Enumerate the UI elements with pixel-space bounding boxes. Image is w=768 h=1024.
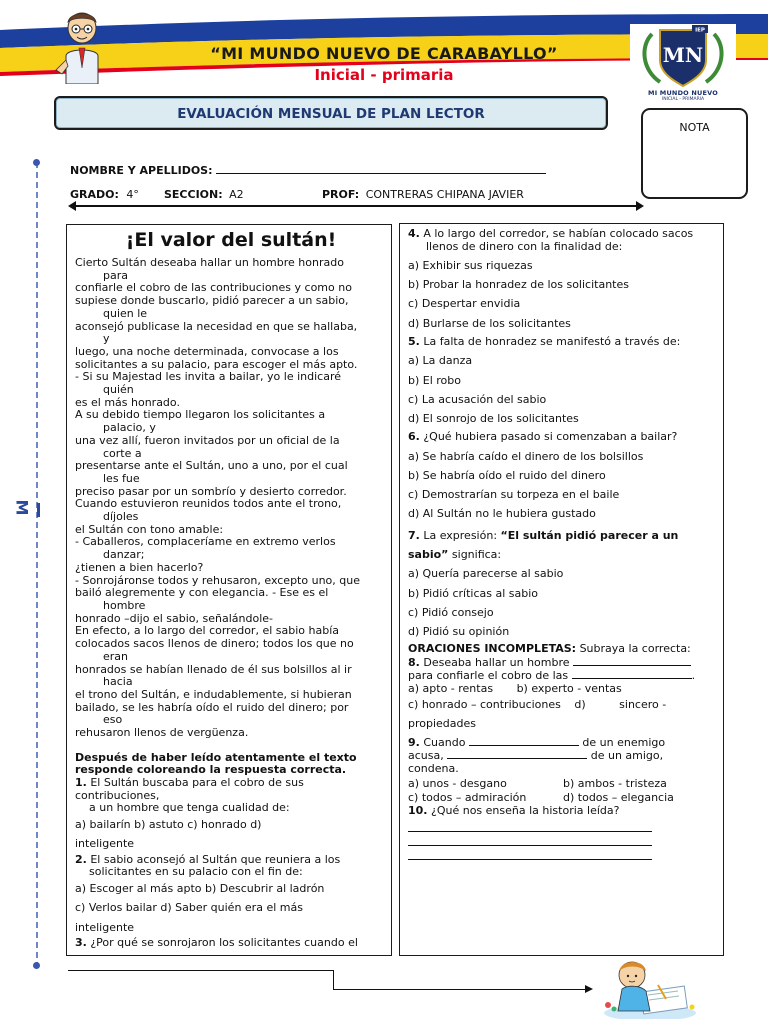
logo-tag: IEP: [695, 27, 705, 34]
story-line: preciso pasar por un sombrío y desierto corredor.: [75, 484, 347, 498]
story-line: ¿tienen a bien hacerlo?: [75, 560, 204, 574]
logo-label: MI MUNDO NUEVO: [648, 89, 718, 97]
story-line: - Si su Majestad les invita a bailar, yo le indicaré quién: [75, 370, 342, 397]
story-line: es el más honrado.: [75, 395, 180, 409]
story-line: una vez allí, fueron invitados por un oficial de la corte a: [75, 433, 340, 460]
story-line: honrados se habían llenado de él sus bolsillos al ir hacia: [75, 662, 352, 689]
story-line: honrado –dijo el sabio, señalándole-: [75, 611, 274, 625]
side-dot-top: [33, 159, 40, 166]
story-line: solicitantes a su palacio, para escoger el más apto.: [75, 357, 358, 371]
option: d) Burlarse de los solicitantes: [408, 316, 571, 330]
story-line: el Sultán con tono amable:: [75, 522, 224, 536]
story-line: - Sonrojáronse todos y rehusaron, excepto uno, que: [75, 573, 360, 587]
story-line: En efecto, a lo largo del corredor, el sabio había: [75, 624, 339, 638]
blank-field[interactable]: [572, 669, 692, 679]
logo-sublabel: INICIAL - PRIMARIA: [661, 97, 705, 102]
story-line: aconsejó publicase la necesidad en que se hallaba, y: [75, 319, 358, 346]
option: a) unos - desgano: [408, 777, 507, 791]
question-8: 8. Deseaba hallar un hombre: [408, 656, 718, 670]
story-line: el trono del Sultán, e indudablemente, si hubieran: [75, 687, 352, 701]
question-2-options[interactable]: a) Escoger al más apto b) Descubrir al ladrón c) Verlos bailar d) Saber quién era el más inteligente: [75, 881, 325, 934]
side-letter-i: [37, 503, 40, 517]
school-name: “MI MUNDO NUEVO DE CARABAYLLO”: [210, 44, 558, 63]
story-column: [66, 224, 392, 956]
question-1: 1. El Sultán buscaba para el cobro de sus contribuciones, a un hombre que tenga cualidad de:: [75, 776, 304, 815]
name-label: NOMBRE Y APELLIDOS:: [70, 164, 213, 177]
option: d) Al Sultán no le hubiera gustado: [408, 507, 596, 521]
grado-label: GRADO:: [70, 188, 119, 201]
questions-column: 4. A lo largo del corredor, se habían colocado sacos llenos de dinero con la finalidad de: a) Exhibir sus riquezas b) Probar la honradez de los solicitantes c) Despertar envidia d) Burlarse de los solicitantes 5. La falta de honradez se manifestó a través de: a) La danza b) El robo c) La acusación del sabio d) El sonrojo de los solicitantes 6. ¿Qué hubiera pasado si comenzaban a bailar? a) Se habría caído el dinero de los bolsillos b) Se habría oído el ruido del dinero c) Demostrarían su torpeza en el baile d) Al Sultán no le hubiera gustado 7. La expresión: “El sultán pidió parecer a un sabio” significa: a) Quería parecerse al sabio b) Pidió críticas al sabio c) Pidió consejo d) Pidió su opinión ORACIONES INCOMPLETAS: Subraya la correcta: 8. Deseaba hallar un hombre para confiarle el cobro de las . a) apto - rentas b) experto - ventas c) honrado – contribuciones d) sincero - propiedades 9. Cuando de un enemigo acusa, de un amigo, condena. a) unos - desgano b) ambos - tristeza c) todos – admiración d) todos – elegancia 10. ¿Qué nos enseña la historia leída?: [399, 223, 724, 956]
footer-arrow: [333, 989, 591, 990]
grade-row: [70, 188, 139, 201]
question-6-options[interactable]: [408, 447, 718, 524]
student-writing-icon: [600, 955, 700, 1019]
name-field[interactable]: [216, 164, 546, 174]
school-level: Inicial - primaria: [314, 66, 454, 84]
instructions: Después de haber leído atentamente el texto responde coloreando la respuesta correcta.: [75, 750, 357, 777]
option: c) Demostrarían su torpeza en el baile: [408, 488, 620, 502]
story-line: colocados sacos llenos de dinero; todos los que no eran: [75, 637, 354, 663]
footer-step: [333, 970, 334, 990]
option: a) Se habría caído el dinero de los bolsillos: [408, 449, 644, 463]
option: a) Exhibir sus riquezas: [408, 259, 533, 272]
question-9-options[interactable]: [408, 777, 718, 805]
grade-label: NOTA: [679, 121, 710, 134]
option: a) La danza: [408, 354, 473, 368]
prof-label: PROF:: [322, 188, 360, 201]
option: b) El robo: [408, 373, 461, 387]
logo-initials: MN: [662, 43, 704, 67]
prof-value: CONTRERAS CHIPANA JAVIER: [365, 188, 524, 201]
exam-title-bar: [54, 96, 608, 130]
option: c) Pidió consejo: [408, 605, 494, 619]
question-1-options[interactable]: a) bailarín b) astuto c) honrado d) inteligente: [75, 817, 262, 851]
story-line: Cuando estuvieron reunidos todos ante el trono, díjoles: [75, 497, 342, 524]
story-line: luego, una noche determinada, convocase a los: [75, 344, 339, 358]
divider-arrow: [70, 205, 642, 207]
exam-title: EVALUACIÓN MENSUAL DE PLAN LECTOR: [177, 106, 485, 122]
story-line: rehusaron llenos de vergüenza.: [75, 726, 249, 740]
option: d) El sonrojo de los solicitantes: [408, 411, 579, 425]
question-8-options-ab[interactable]: a) apto - rentas b) experto - ventas: [408, 681, 622, 695]
option: d) Pidió su opinión: [408, 625, 510, 639]
side-letter-m: M: [12, 499, 32, 516]
story-line: bailado, se les habría oído el ruido del dinero; por eso: [75, 700, 349, 727]
answer-line[interactable]: [408, 819, 652, 832]
blank-field[interactable]: [469, 736, 579, 746]
option: c) Despertar envidia: [408, 297, 521, 311]
question-7: 7. La expresión: “El sultán pidió parecer a un sabio” significa:: [408, 529, 679, 562]
story-line: presentarse ante el Sultán, uno a uno, por el cual les fue: [75, 459, 348, 485]
option: a) Quería parecerse al sabio: [408, 567, 564, 581]
question-6: 6. ¿Qué hubiera pasado si comenzaban a bailar?: [408, 430, 678, 444]
side-dashed-line: [36, 162, 38, 968]
answer-line[interactable]: [408, 833, 652, 846]
question-7-options[interactable]: [408, 564, 718, 641]
seccion-value: A2: [229, 188, 244, 201]
option: d) todos – elegancia: [563, 791, 674, 805]
footer-line: [68, 970, 334, 971]
option: b) Se habría oído el ruido del dinero: [408, 468, 606, 482]
option: b) Pidió críticas al sabio: [408, 586, 539, 600]
question-4-options[interactable]: [408, 256, 718, 333]
question-3: 3. ¿Por qué se sonrojaron los solicitantes cuando el: [75, 936, 358, 950]
question-2: 2. El sabio aconsejó al Sultán que reuniera a los solicitantes en su palacio con el fin de:: [75, 852, 341, 879]
side-dot-bottom: [33, 962, 40, 969]
story-line: A su debido tiempo llegaron los solicitantes a palacio, y: [75, 408, 326, 435]
story-line: supiese donde buscarlo, pidió parecer a un sabio, quien le: [75, 294, 349, 320]
question-10: 10. ¿Qué nos enseña la historia leída?: [408, 804, 620, 818]
answer-line[interactable]: [408, 847, 652, 860]
story-text: [75, 257, 387, 740]
story-title: ¡El valor del sultán!: [125, 229, 337, 251]
option: b) Probar la honradez de los solicitantes: [408, 278, 629, 292]
seccion-label: SECCION:: [164, 188, 223, 201]
name-row: [70, 164, 546, 177]
story-line: bailó alegremente y con elegancia. - Ese es el hombre: [75, 586, 329, 612]
question-4: 4. A lo largo del corredor, se habían colocado sacos llenos de dinero con la finalidad de:: [408, 227, 694, 253]
incompletas-heading: ORACIONES INCOMPLETAS: Subraya la correcta:: [408, 642, 691, 656]
blank-field[interactable]: [573, 656, 691, 666]
grado-value: 4°: [126, 188, 139, 201]
question-9: 9. Cuando de un enemigo acusa, de un amigo, condena.: [408, 735, 666, 775]
story-line: - Caballeros, complaceríame en extremo verlos danzar;: [75, 535, 336, 562]
question-5: 5. La falta de honradez se manifestó a través de:: [408, 334, 681, 348]
question-5-options[interactable]: [408, 351, 718, 428]
option: c) todos – admiración: [408, 791, 527, 805]
blank-field[interactable]: [447, 749, 587, 759]
grade-box[interactable]: [641, 108, 748, 199]
section-row: [164, 188, 244, 201]
option: c) La acusación del sabio: [408, 392, 547, 406]
story-line: Cierto Sultán deseaba hallar un hombre honrado para: [75, 256, 344, 282]
school-crest-icon: [630, 24, 736, 90]
option: b) ambos - tristeza: [563, 777, 667, 791]
teacher-row: [322, 188, 524, 201]
question-8-options-cd[interactable]: c) honrado – contribuciones d) sincero - propiedades: [408, 698, 667, 731]
story-line: confiarle el cobro de las contribuciones y como no: [75, 281, 352, 295]
